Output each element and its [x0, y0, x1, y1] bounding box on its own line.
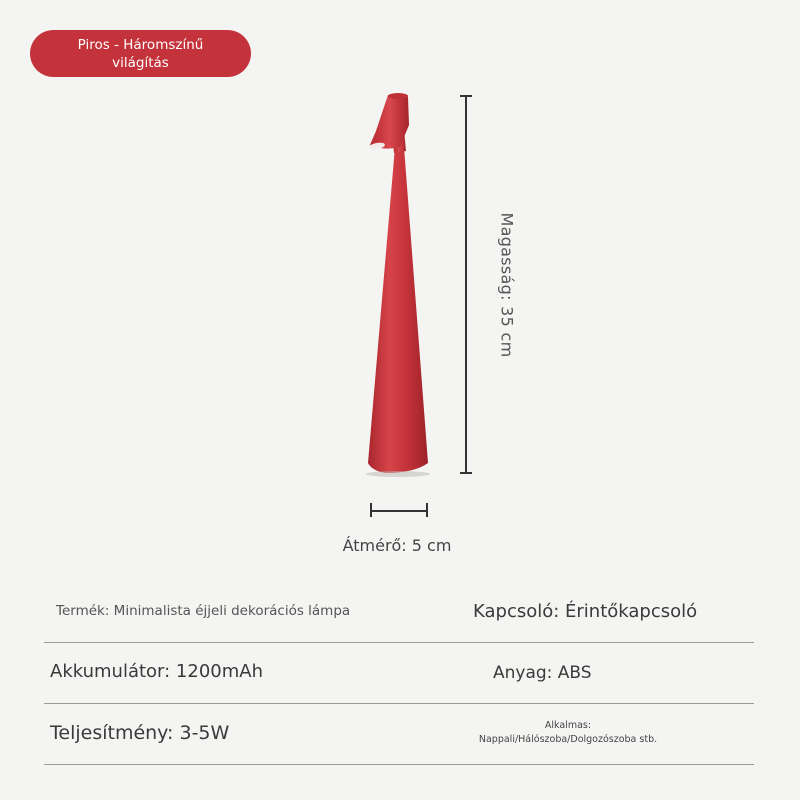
badge-line-1: Piros - Háromszínű — [77, 36, 204, 53]
lamp-body — [368, 147, 428, 473]
spec-suitable-value: Nappali/Hálószoba/Dolgozószoba stb. — [478, 734, 658, 745]
diameter-dimension-line — [371, 510, 427, 512]
spec-suitable-title: Alkalmas: — [544, 720, 592, 731]
spec-divider-3 — [44, 764, 754, 765]
lamp-base-shadow — [366, 471, 430, 477]
lamp-product-image — [340, 85, 450, 485]
spec-suitable — [479, 719, 657, 747]
height-dimension-line — [465, 96, 467, 473]
lamp-head-top — [388, 93, 408, 99]
spec-divider-1 — [44, 642, 754, 643]
badge-line-2: világítás — [112, 54, 169, 71]
height-label: Magasság: 35 cm — [497, 212, 517, 358]
spec-divider-2 — [44, 703, 754, 704]
spec-switch: Kapcsoló: Érintőkapcsoló — [473, 601, 698, 622]
spec-material: Anyag: ABS — [493, 663, 592, 683]
spec-power: Teljesítmény: 3-5W — [50, 722, 230, 744]
height-dimension-cap-bottom — [460, 472, 472, 474]
color-option-badge — [30, 30, 251, 77]
spec-battery: Akkumulátor: 1200mAh — [50, 661, 263, 682]
diameter-label: Átmérő: 5 cm — [342, 536, 452, 555]
diameter-dimension-cap-right — [426, 503, 428, 517]
spec-product: Termék: Minimalista éjjeli dekorációs lámpa — [56, 603, 351, 619]
